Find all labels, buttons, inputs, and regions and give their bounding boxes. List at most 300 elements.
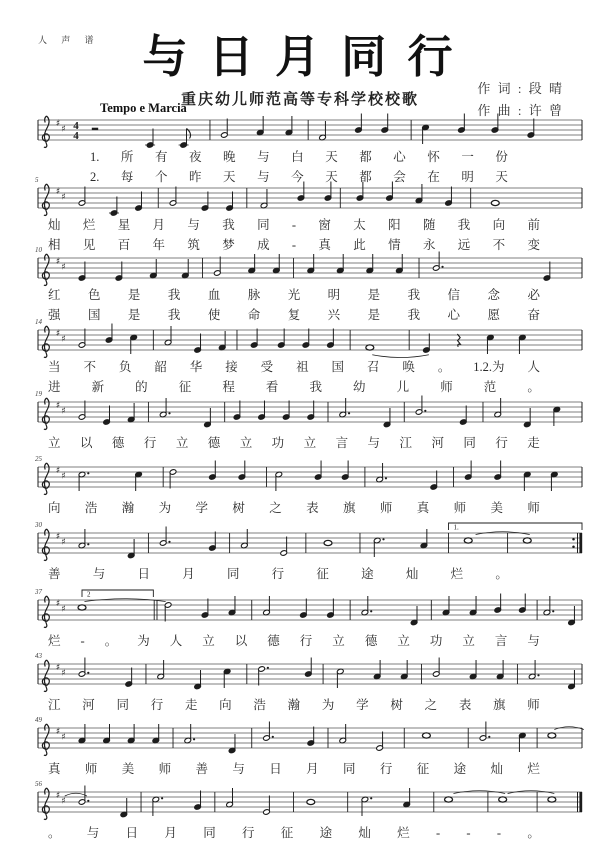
lyric-syllable: 会	[393, 170, 406, 184]
lyric-syllable: 我	[407, 308, 421, 322]
lyric-syllable: 真	[318, 238, 331, 252]
sharp-icon: ♯	[61, 406, 66, 417]
augmentation-dot	[537, 674, 539, 676]
lyric-syllable: 月	[182, 567, 195, 581]
lyric-line-1-1	[90, 150, 508, 164]
lyric-syllable: 师	[527, 698, 540, 712]
sharp-icon: ♯	[55, 791, 61, 801]
lyric-syllable: 灿	[490, 762, 504, 776]
lyric-syllable: 立	[397, 634, 410, 648]
lyric-syllable: 浩	[253, 698, 266, 712]
staff-system-8	[0, 584, 600, 636]
sharp-icon: ♯	[61, 192, 66, 203]
lyric-syllable: 1.	[90, 150, 100, 164]
lyric-syllable: 筑	[187, 238, 200, 252]
lyric-syllable: 命	[247, 308, 261, 322]
sharp-icon: ♯	[61, 124, 66, 135]
lyric-syllable: 我	[407, 288, 421, 302]
lyric-syllable: 强	[48, 308, 61, 322]
augmentation-dot	[552, 610, 554, 612]
lyric-syllable: 灿	[358, 826, 371, 840]
lyric-syllable: 百	[117, 238, 131, 252]
lyric-syllable: 行	[379, 762, 393, 776]
lyric-syllable: 立	[332, 634, 345, 648]
treble-clef-icon	[42, 596, 49, 627]
lyric-syllable: 为	[137, 634, 150, 648]
whole-note	[422, 733, 430, 738]
staff-system-5	[0, 386, 600, 438]
lyric-syllable: 德	[364, 634, 378, 648]
lyric-syllable: 烂	[397, 826, 410, 840]
lyric-syllable: 今	[291, 170, 304, 184]
lyric-syllable: -	[80, 634, 85, 648]
lyric-syllable: 与	[257, 150, 270, 164]
lyric-syllable: 师	[379, 501, 393, 515]
lyric-syllable: 人	[169, 634, 183, 648]
lyric-syllable: 1.2.为	[473, 360, 505, 374]
lyric-syllable: 之	[269, 501, 282, 515]
lyric-syllable: 信	[447, 288, 461, 302]
lyric-syllable: 征	[178, 380, 192, 394]
lyric-syllable: 受	[260, 360, 274, 374]
part-label: 人 声 谱	[38, 35, 100, 45]
sharp-icon: ♯	[55, 466, 61, 476]
augmentation-dot	[87, 472, 89, 474]
lyric-syllable: 国	[331, 360, 345, 374]
augmentation-dot	[87, 800, 89, 802]
lyric-syllable: 此	[353, 238, 366, 252]
measure-number: 14	[35, 318, 42, 326]
lyric-syllable: 幼	[353, 380, 366, 394]
sharp-icon: ♯	[55, 187, 61, 197]
augmentation-dot	[87, 672, 89, 674]
augmentation-dot	[193, 738, 195, 740]
lyric-syllable: 美	[490, 501, 504, 515]
lyric-syllable: 相	[48, 238, 61, 252]
lyric-syllable: 行	[150, 698, 164, 712]
lyric-syllable: 昨	[189, 170, 202, 184]
lyric-syllable: 河	[431, 436, 444, 450]
whole-note	[499, 797, 507, 802]
lyric-syllable: 同	[257, 218, 270, 232]
lyric-syllable: 为	[321, 698, 335, 712]
lyric-syllable: 瀚	[121, 501, 135, 515]
lyric-syllable: 善	[48, 567, 61, 581]
sharp-icon: ♯	[61, 334, 66, 345]
lyric-syllable: 我	[167, 288, 181, 302]
lyric-syllable: 与	[527, 634, 540, 648]
lyric-syllable: 必	[527, 288, 540, 302]
lyric-syllable: 言	[494, 634, 508, 648]
lyric-syllable: 当	[48, 360, 61, 374]
lyric-syllable: 天	[325, 150, 338, 164]
measure-number: 49	[35, 716, 42, 724]
lyric-syllable: 夜	[189, 150, 202, 164]
lyric-syllable: 永	[422, 238, 436, 252]
lyric-syllable: 师	[158, 762, 172, 776]
lyric-line-6-1	[48, 501, 540, 515]
staff-system-6	[0, 451, 600, 503]
augmentation-dot	[267, 667, 269, 669]
composer-credit: 作 曲 : 许 曾	[477, 103, 564, 118]
sharp-icon: ♯	[55, 663, 61, 673]
lyric-syllable: 梦	[222, 238, 235, 252]
sharp-icon: ♯	[55, 401, 61, 411]
lyric-syllable: 行	[143, 436, 157, 450]
lyric-syllable: 国	[87, 308, 101, 322]
lyric-syllable: 旗	[493, 698, 506, 712]
lyric-syllable: 表	[306, 501, 319, 515]
lyric-syllable: 走	[184, 698, 198, 712]
lyric-line-10-1	[48, 762, 540, 776]
lyric-syllable: 一	[461, 150, 474, 164]
lyric-syllable: 功	[429, 634, 443, 648]
lyric-syllable: 向	[48, 501, 61, 515]
sharp-icon: ♯	[61, 796, 66, 807]
treble-clef-icon	[42, 116, 49, 147]
whole-note	[307, 799, 315, 804]
lyric-syllable: 看	[265, 380, 279, 394]
lyric-syllable: 使	[207, 308, 221, 322]
measure-number: 10	[35, 246, 42, 254]
lyric-line-7-1	[48, 567, 508, 581]
lyric-syllable: 与	[92, 567, 106, 581]
lyric-syllable: 白	[291, 150, 304, 164]
lyric-syllable: 以	[79, 436, 93, 450]
lyric-syllable: 之	[424, 698, 438, 712]
treble-clef-icon	[42, 254, 49, 285]
lyric-syllable: 奋	[527, 308, 540, 322]
lyric-syllable: 途	[453, 762, 467, 776]
augmentation-dot	[168, 541, 170, 543]
lyric-syllable: 韶	[154, 360, 167, 374]
lyric-syllable: 念	[487, 288, 500, 302]
lyric-syllable: 走	[527, 436, 540, 450]
lyric-syllable: -	[291, 218, 297, 232]
lyric-syllable: 兴	[327, 308, 341, 322]
lyric-syllable: 善	[195, 762, 209, 776]
lyric-syllable: 同	[226, 567, 240, 581]
lyric-syllable: 烂	[450, 567, 464, 581]
treble-clef-icon	[42, 529, 49, 560]
lyric-syllable: 立	[239, 436, 253, 450]
lyric-syllable: 日	[269, 762, 282, 776]
lyric-syllable: 日	[125, 826, 139, 840]
lyric-syllable: 旗	[343, 501, 356, 515]
lyric-syllable: 年	[152, 238, 166, 252]
lyric-syllable: 血	[207, 288, 221, 302]
lyric-syllable: 是	[367, 308, 381, 322]
lyric-syllable: 范	[483, 380, 497, 394]
measure-number: 56	[35, 780, 42, 788]
lyric-syllable: 个	[154, 170, 168, 184]
lyric-syllable: 愿	[487, 308, 500, 322]
lyric-syllable: 德	[111, 436, 125, 450]
lyric-syllable: 进	[48, 380, 61, 394]
lyric-syllable: 月	[164, 826, 177, 840]
lyric-syllable: 向	[219, 698, 232, 712]
lyric-syllable: 功	[271, 436, 285, 450]
lyric-syllable: 阳	[388, 218, 401, 232]
page-title: 与 日 月 同 行	[142, 32, 458, 82]
lyric-syllable: 红	[48, 288, 61, 302]
lyric-syllable: 天	[325, 170, 338, 184]
measure-number: 30	[35, 521, 42, 529]
lyric-syllable: 心	[393, 150, 406, 164]
lyric-syllable: 行	[241, 826, 255, 840]
augmentation-dot	[488, 736, 490, 738]
lyric-syllable: 师	[527, 501, 540, 515]
lyric-syllable: 与	[232, 762, 245, 776]
lyric-syllable: 成	[257, 238, 270, 252]
augmentation-dot	[370, 797, 372, 799]
sharp-icon: ♯	[55, 599, 61, 609]
lyric-syllable: 都	[359, 170, 372, 184]
staff-system-9	[0, 648, 600, 700]
sharp-icon: ♯	[55, 727, 61, 737]
lyric-syllable: 份	[495, 150, 508, 164]
lyric-line-11-1	[48, 826, 540, 840]
whole-note	[464, 538, 472, 543]
lyric-syllable: 光	[287, 288, 301, 302]
lyric-syllable: 前	[527, 218, 540, 232]
measure-number: 37	[35, 588, 42, 596]
lyric-syllable: 是	[127, 288, 141, 302]
lyric-syllable: 江	[399, 436, 412, 450]
lyric-syllable: 月	[306, 762, 319, 776]
augmentation-dot	[424, 410, 426, 412]
treble-clef-icon	[42, 660, 49, 691]
lyric-syllable: 接	[225, 360, 238, 374]
lyric-syllable: 明	[327, 288, 341, 302]
staff-system-4	[0, 314, 600, 366]
lyric-syllable: 我	[457, 218, 471, 232]
volta-bracket	[449, 523, 582, 530]
staff-system-11	[0, 776, 600, 828]
lyric-syllable: 表	[458, 698, 472, 712]
sharp-icon: ♯	[61, 537, 66, 548]
lyric-syllable: 向	[492, 218, 506, 232]
lyric-syllable: 烂	[48, 634, 61, 648]
lyric-syllable: 日	[137, 567, 150, 581]
lyric-syllable: 烂	[527, 762, 540, 776]
lyric-syllable: 星	[117, 218, 131, 232]
lyric-syllable: 同	[116, 698, 129, 712]
sharp-icon: ♯	[61, 604, 66, 615]
lyric-syllable: 怀	[427, 150, 440, 164]
slur	[372, 355, 429, 358]
lyric-syllable: 途	[361, 567, 374, 581]
lyric-syllable: 立	[175, 436, 189, 450]
lyric-line-2-1	[48, 218, 540, 232]
lyric-syllable: 学	[195, 501, 209, 515]
lyric-syllable: 师	[84, 762, 98, 776]
sharp-icon: ♯	[55, 329, 61, 339]
lyric-syllable: 河	[82, 698, 95, 712]
lyric-line-3-1	[48, 288, 540, 302]
lyric-syllable: 美	[121, 762, 135, 776]
lyric-syllable: 都	[359, 150, 372, 164]
lyric-syllable: 心	[447, 308, 461, 322]
lyric-syllable: 与	[86, 826, 100, 840]
lyric-syllable: 不	[83, 360, 96, 374]
lyric-syllable: 德	[267, 634, 280, 648]
whole-note	[78, 605, 86, 610]
lyric-syllable: 远	[457, 238, 471, 252]
augmentation-dot	[348, 412, 350, 414]
lyric-syllable: 新	[91, 380, 105, 394]
lyric-syllable: 德	[207, 436, 221, 450]
subtitle: 重庆幼儿师范高等专科学校校歌	[180, 92, 419, 108]
lyric-syllable: 师	[453, 501, 467, 515]
lyric-syllable: 儿	[396, 380, 410, 394]
sharp-icon: ♯	[61, 668, 66, 679]
volta-label: 1.	[453, 523, 459, 532]
lyric-syllable: 为	[158, 501, 172, 515]
lyric-syllable: 。	[495, 567, 508, 581]
lyric-syllable: 我	[167, 308, 181, 322]
lyric-syllable: 不	[492, 238, 506, 252]
volta-label: 2	[87, 590, 91, 599]
lyric-syllable: 树	[232, 501, 245, 515]
lyric-syllable: 天	[223, 170, 236, 184]
slur	[65, 793, 87, 796]
lyric-syllable: 天	[495, 170, 508, 184]
lyric-syllable: 召	[366, 360, 380, 374]
lyric-syllable: 真	[416, 501, 430, 515]
lyric-syllable: 复	[287, 308, 301, 322]
lyric-syllable: 征	[416, 762, 430, 776]
lyric-syllable: 见	[82, 238, 96, 252]
lyric-syllable: 月	[152, 218, 166, 232]
lyric-syllable: 负	[118, 360, 132, 374]
lyric-syllable: -	[466, 826, 471, 840]
lyric-syllable: 是	[367, 288, 381, 302]
lyric-line-8-1	[48, 634, 540, 648]
measure-number: 25	[35, 455, 42, 463]
lyric-syllable: 树	[390, 698, 403, 712]
lyric-syllable: 太	[353, 218, 366, 232]
lyric-syllable: 言	[335, 436, 349, 450]
lyric-syllable: 晚	[223, 150, 236, 164]
lyric-syllable: 途	[319, 826, 333, 840]
lyricist-credit: 作 词 : 段 晴	[477, 81, 564, 96]
sharp-icon: ♯	[61, 732, 66, 743]
whole-note	[366, 345, 374, 350]
treble-clef-icon	[42, 463, 49, 494]
whole-note	[324, 540, 332, 545]
lyric-line-9-1	[48, 698, 540, 712]
treble-clef-icon	[42, 788, 49, 819]
lyric-syllable: 在	[427, 170, 440, 184]
augmentation-dot	[168, 412, 170, 414]
sharp-icon: ♯	[55, 532, 61, 542]
lyric-syllable: 立	[202, 634, 215, 648]
lyric-syllable: 变	[527, 238, 540, 252]
lyric-syllable: 同	[463, 436, 476, 450]
lyric-syllable: 行	[271, 567, 285, 581]
staff-system-3	[0, 242, 600, 294]
measure-number: 19	[35, 390, 42, 398]
augmentation-dot	[87, 543, 89, 545]
lyric-syllable: 同	[203, 826, 216, 840]
staff-system-2	[0, 172, 600, 224]
lyric-syllable: -	[435, 826, 441, 840]
lyric-syllable: 立	[303, 436, 317, 450]
augmentation-dot	[385, 477, 387, 479]
lyric-syllable: 祖	[296, 360, 309, 374]
lyric-syllable: 浩	[84, 501, 98, 515]
lyric-syllable: 2.	[90, 170, 100, 184]
lyric-syllable: 立	[48, 436, 61, 450]
treble-clef-icon	[42, 326, 49, 357]
lyric-syllable: 行	[299, 634, 313, 648]
sharp-icon: ♯	[61, 471, 66, 482]
lyric-line-5-1	[48, 436, 540, 450]
lyric-syllable: 灿	[48, 218, 61, 232]
time-signature: 4	[73, 120, 79, 132]
whole-note	[548, 733, 556, 738]
whole-note	[445, 797, 453, 802]
staff-system-1	[0, 104, 600, 156]
sharp-icon: ♯	[55, 257, 61, 267]
volta-bracket	[82, 590, 153, 597]
lyric-syllable: 征	[316, 567, 329, 581]
lyric-syllable: 人	[527, 360, 540, 374]
lyric-syllable: 与	[367, 436, 381, 450]
lyric-syllable: 征	[280, 826, 294, 840]
lyric-syllable: 师	[440, 380, 453, 394]
sharp-icon: ♯	[61, 262, 66, 273]
lyric-syllable: 的	[135, 380, 148, 394]
lyric-syllable: 所	[120, 150, 134, 164]
staff-system-10	[0, 712, 600, 764]
lyric-syllable: 瀚	[287, 698, 301, 712]
measure-number: 5	[35, 176, 39, 184]
lyric-syllable: 行	[495, 436, 508, 450]
time-signature: 4	[73, 130, 79, 142]
lyric-syllable: 程	[222, 380, 235, 394]
lyric-syllable: 随	[422, 218, 436, 232]
lyric-syllable: 。	[527, 380, 540, 394]
treble-clef-icon	[42, 398, 49, 429]
lyric-syllable: 真	[48, 762, 61, 776]
augmentation-dot	[382, 538, 384, 540]
lyric-syllable: 与	[257, 170, 270, 184]
whole-note	[491, 200, 499, 205]
lyric-syllable: -	[291, 238, 297, 252]
tempo-marking: Tempo e Marcia	[100, 101, 187, 115]
lyric-syllable: 。	[527, 826, 540, 840]
lyric-syllable: 与	[187, 218, 200, 232]
sharp-icon: ♯	[55, 119, 61, 129]
lyric-syllable: 唤	[402, 360, 415, 374]
lyric-syllable: 我	[222, 218, 235, 232]
lyric-syllable: 同	[343, 762, 356, 776]
lyric-syllable: 华	[189, 360, 203, 374]
whole-note	[548, 797, 556, 802]
augmentation-dot	[272, 736, 274, 738]
treble-clef-icon	[42, 184, 49, 215]
treble-clef-icon	[42, 724, 49, 755]
lyric-syllable: -	[496, 826, 502, 840]
half-rest	[92, 128, 98, 130]
measure-number: 43	[35, 652, 42, 660]
lyric-syllable: 情	[388, 238, 401, 252]
lyric-syllable: 学	[356, 698, 369, 712]
lyric-syllable: 我	[309, 380, 322, 394]
lyric-syllable: 每	[120, 170, 134, 184]
